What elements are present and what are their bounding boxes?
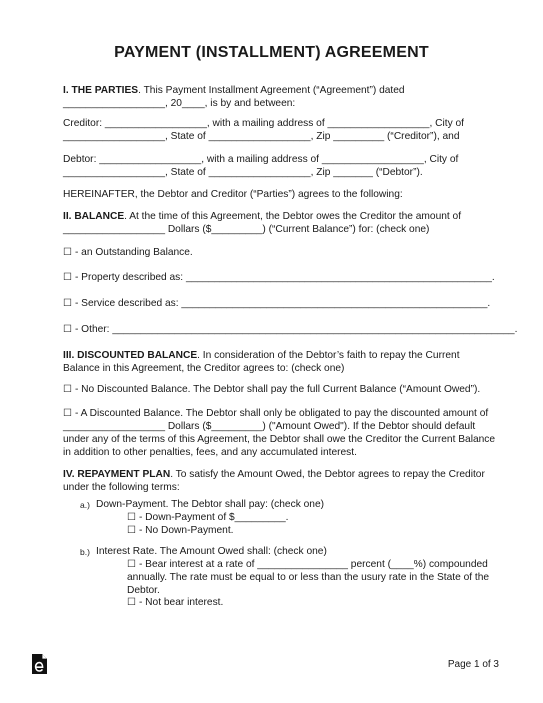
balance-line-2: __________________ Dollars ($_________) (“Current Balance”) for: (check one) bbox=[63, 224, 430, 235]
discounted-heading: III. DISCOUNTED BALANCE bbox=[63, 350, 198, 361]
down-payment-heading: Down-Payment. The Debtor shall pay: (check one) bbox=[96, 499, 325, 510]
parties-heading: I. THE PARTIES bbox=[63, 85, 139, 96]
balance-option-other[interactable]: ☐ - Other: _______________________________________________________________________. bbox=[63, 324, 518, 335]
creditor-line-2: __________________, State of __________________, Zip _________ (“Creditor”), and bbox=[63, 131, 460, 142]
discounted-option-discount-line-1[interactable]: ☐ - A Discounted Balance. The Debtor shall only be obligated to pay the discounted amount of bbox=[63, 408, 489, 419]
discounted-option-none[interactable]: ☐ - No Discounted Balance. The Debtor shall pay the full Current Balance (“Amount Owed”). bbox=[63, 384, 481, 395]
discounted-option-discount-line-2: __________________ Dollars ($_________) ("Amount Owed"). If the Debtor should default bbox=[63, 421, 476, 432]
list-marker-a: a.) bbox=[80, 500, 90, 510]
balance-option-service[interactable]: ☐ - Service described as: ______________________________________________________. bbox=[63, 298, 491, 309]
parties-line-1 bbox=[63, 84, 405, 97]
discounted-option-discount-line-3: under any of the terms of this Agreement, the Debtor shall owe the Creditor the Current Balance bbox=[63, 434, 496, 445]
discounted-line-2: Balance in this Agreement, the Creditor agrees to: (check one) bbox=[63, 363, 345, 374]
parties-intro-text: . This Payment Installment Agreement (“Agreement”) dated bbox=[138, 85, 405, 96]
repayment-line-1 bbox=[63, 468, 485, 481]
discounted-line-1 bbox=[63, 349, 460, 362]
debtor-line-2: __________________, State of __________________, Zip _______ (“Debtor”). bbox=[63, 167, 423, 178]
discounted-option-discount-line-4: in addition to other penalties, fees, and any accumulated interest. bbox=[63, 447, 357, 458]
interest-option-bear-line-3: Debtor. bbox=[127, 585, 160, 596]
balance-option-property[interactable]: ☐ - Property described as: ______________________________________________________. bbox=[63, 272, 495, 283]
eforms-logo-icon bbox=[31, 654, 47, 674]
creditor-line-1: Creditor: __________________, with a mailing address of __________________, City of bbox=[63, 118, 465, 129]
balance-option-outstanding[interactable]: ☐ - an Outstanding Balance. bbox=[63, 247, 193, 258]
repayment-heading: IV. REPAYMENT PLAN bbox=[63, 469, 171, 480]
interest-rate-heading: Interest Rate. The Amount Owed shall: (check one) bbox=[96, 546, 327, 557]
debtor-line-1: Debtor: __________________, with a mailing address of __________________, City of bbox=[63, 154, 459, 165]
discounted-intro-text: . In consideration of the Debtor’s faith to repay the Current bbox=[197, 350, 460, 361]
interest-option-bear-line-2: annually. The rate must be equal to or less than the usury rate in the State of the bbox=[127, 572, 490, 583]
interest-option-none[interactable]: ☐ - Not bear interest. bbox=[127, 597, 224, 608]
hereinafter-text: HEREINAFTER, the Debtor and Creditor (“Parties”) agrees to the following: bbox=[63, 189, 403, 200]
balance-intro-text: . At the time of this Agreement, the Debtor owes the Creditor the amount of bbox=[124, 211, 462, 222]
balance-heading: II. BALANCE bbox=[63, 211, 125, 222]
balance-line-1 bbox=[63, 210, 461, 223]
repayment-intro-text: . To satisfy the Amount Owed, the Debtor agrees to repay the Creditor bbox=[170, 469, 485, 480]
page-number: Page 1 of 3 bbox=[447, 659, 499, 670]
interest-option-bear-line-1[interactable]: ☐ - Bear interest at a rate of ________________ percent (____%) compounded bbox=[127, 559, 488, 570]
parties-line-2: __________________, 20____, is by and between: bbox=[63, 98, 296, 109]
down-payment-option-none[interactable]: ☐ - No Down-Payment. bbox=[127, 525, 234, 536]
document-title: PAYMENT (INSTALLMENT) AGREEMENT bbox=[114, 44, 429, 61]
down-payment-option-amount[interactable]: ☐ - Down-Payment of $_________. bbox=[127, 512, 289, 523]
repayment-line-2: under the following terms: bbox=[63, 482, 180, 493]
list-marker-b: b.) bbox=[80, 547, 90, 557]
